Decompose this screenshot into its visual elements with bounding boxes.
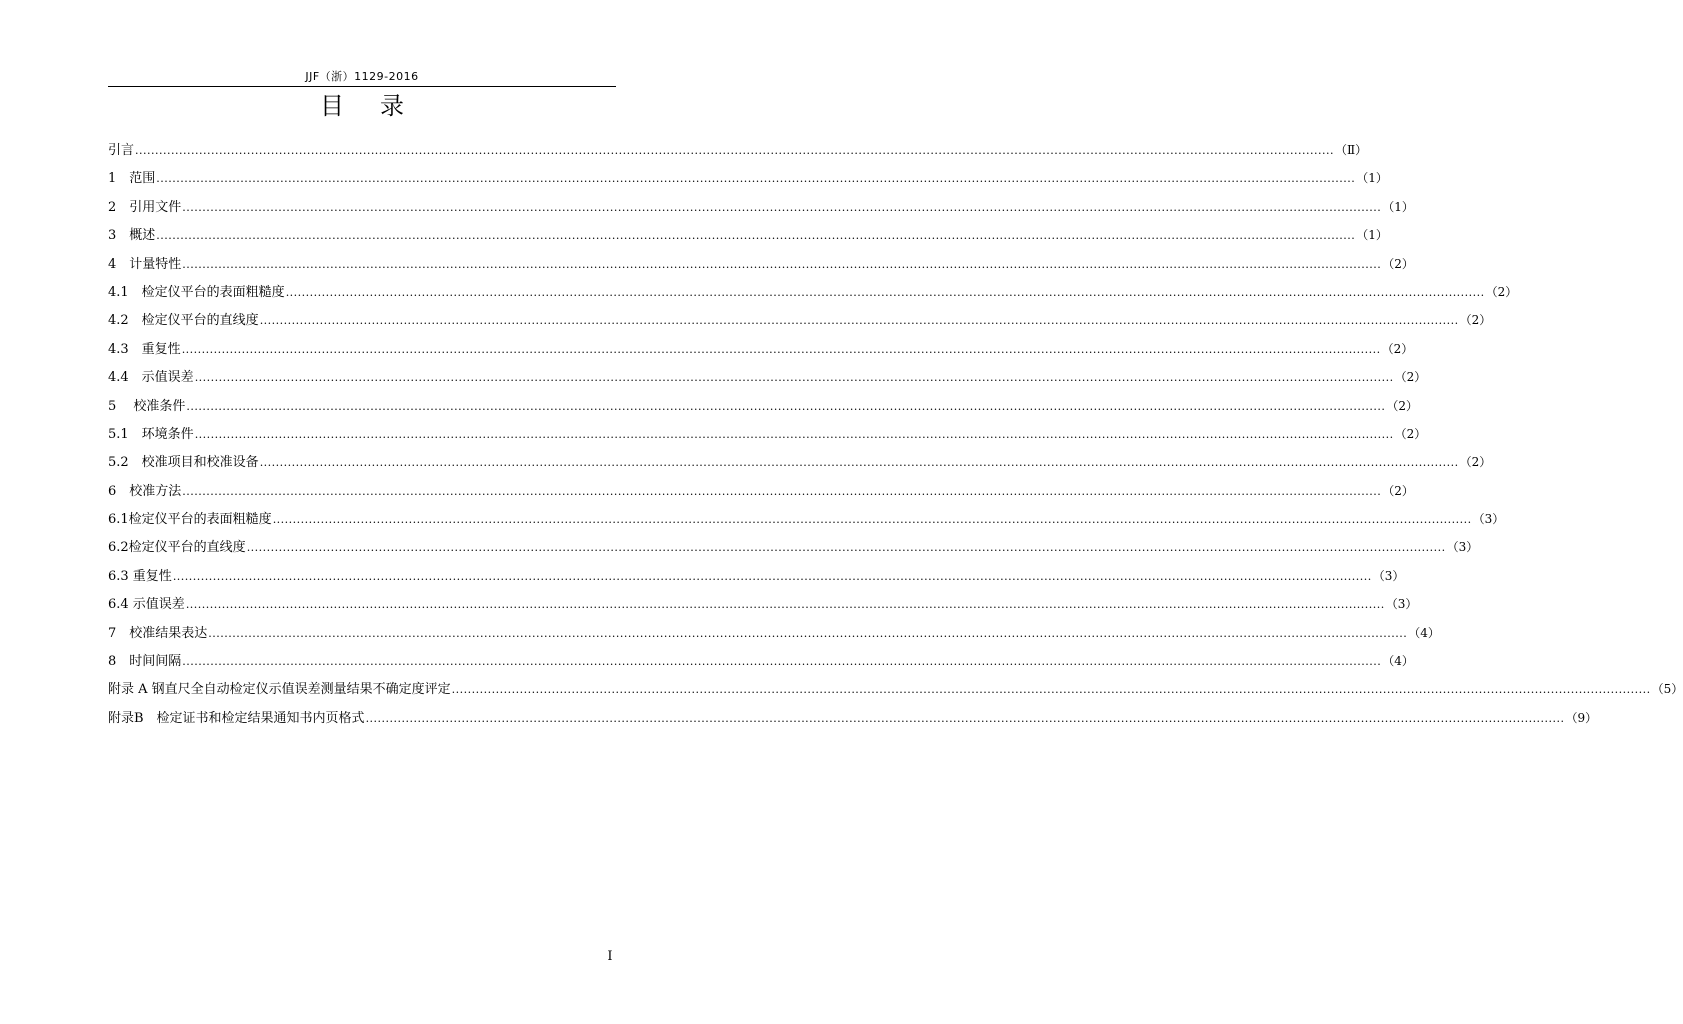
toc-entry-label: 4 计量特性 (108, 256, 182, 272)
toc-entry-label: 4.1 检定仪平台的表面粗糙度 (108, 284, 285, 300)
toc-entry[interactable] (108, 508, 1505, 536)
toc-entry[interactable] (108, 593, 1418, 621)
toc-entry[interactable] (108, 338, 1414, 366)
toc-leader-dots: ............................................................................................................................................................................................................................................................................................................ (182, 655, 1382, 669)
toc-entry-label: 6.1检定仪平台的表面粗糙度 (108, 512, 272, 528)
toc-leader-dots: ............................................................................................................................................................................................................................................................................................................ (272, 513, 1472, 527)
toc-entry[interactable] (108, 650, 1414, 678)
toc-entry[interactable] (108, 678, 1683, 706)
toc-entry-label: 6.2检定仪平台的直线度 (108, 540, 246, 556)
toc-entry-label: 2 引用文件 (108, 199, 182, 215)
toc-entry-label: 6.4 示值误差 (108, 597, 185, 613)
toc-leader-dots: ............................................................................................................................................................................................................................................................................................................ (451, 683, 1651, 697)
toc-entry-label: 4.4 示值误差 (108, 370, 194, 386)
toc-leader-dots: ............................................................................................................................................................................................................................................................................................................ (194, 371, 1394, 385)
toc-entry-page: （1） (1356, 228, 1388, 243)
toc-entry-page: （3） (1385, 597, 1418, 612)
toc-leader-dots: ............................................................................................................................................................................................................................................................................................................ (246, 541, 1446, 555)
toc-entry[interactable] (108, 196, 1414, 224)
document-code: JJF（浙）1129-2016 (305, 70, 419, 83)
header-divider (108, 86, 616, 87)
table-of-contents (108, 139, 1683, 735)
toc-leader-dots: ............................................................................................................................................................................................................................................................................................................ (182, 257, 1382, 271)
toc-leader-dots: ............................................................................................................................................................................................................................................................................................................ (185, 598, 1385, 612)
toc-entry-page: （3） (1446, 540, 1479, 555)
toc-entry-label: 4.2 检定仪平台的直线度 (108, 313, 259, 329)
toc-leader-dots: ............................................................................................................................................................................................................................................................................................................ (208, 626, 1408, 640)
toc-entry-page: （2） (1394, 370, 1427, 385)
toc-entry-page: （2） (1381, 341, 1414, 356)
toc-entry-label: 6.3 重复性 (108, 568, 172, 584)
toc-leader-dots: ............................................................................................................................................................................................................................................................................................................ (194, 427, 1394, 441)
toc-entry-label: 5 校准条件 (108, 398, 186, 414)
toc-entry-label: 7 校准结果表达 (108, 625, 208, 641)
toc-entry-label: 4.3 重复性 (108, 341, 181, 357)
toc-leader-dots: ............................................................................................................................................................................................................................................................................................................ (259, 456, 1459, 470)
toc-entry[interactable] (108, 253, 1414, 281)
page-title: 目录 (320, 92, 440, 120)
toc-leader-dots: ............................................................................................................................................................................................................................................................................................................ (285, 285, 1485, 299)
toc-entry-page: （2） (1382, 256, 1414, 271)
toc-entry-page: （4） (1382, 654, 1414, 669)
toc-leader-dots: ............................................................................................................................................................................................................................................................................................................ (365, 711, 1565, 725)
toc-leader-dots: ............................................................................................................................................................................................................................................................................................................ (181, 342, 1381, 356)
toc-entry-page: （1） (1382, 199, 1414, 214)
toc-entry[interactable] (108, 707, 1598, 735)
toc-entry-page: （2） (1394, 426, 1427, 441)
toc-entry-label: 1 范围 (108, 171, 156, 187)
toc-leader-dots: ............................................................................................................................................................................................................................................................................................................ (172, 569, 1372, 583)
toc-entry-page: （Ⅱ） (1335, 143, 1368, 157)
toc-entry[interactable] (108, 366, 1427, 394)
toc-entry[interactable] (108, 565, 1405, 593)
toc-entry[interactable] (108, 395, 1419, 423)
toc-entry-page: （2） (1459, 313, 1492, 328)
toc-entry[interactable] (108, 139, 1368, 167)
toc-entry-label: 附录 A 钢直尺全自动检定仪示值误差测量结果不确定度评定 (108, 682, 451, 698)
toc-entry-page: （2） (1382, 483, 1414, 498)
toc-entry[interactable] (108, 480, 1414, 508)
toc-entry-label: 5.2 校准项目和校准设备 (108, 455, 259, 471)
toc-leader-dots: ............................................................................................................................................................................................................................................................................................................ (182, 484, 1382, 498)
toc-leader-dots: ............................................................................................................................................................................................................................................................................................................ (182, 200, 1382, 214)
toc-entry[interactable] (108, 622, 1440, 650)
page-number: I (607, 949, 613, 964)
toc-entry-page: （2） (1459, 455, 1492, 470)
toc-entry-page: （2） (1386, 398, 1419, 413)
toc-entry[interactable] (108, 451, 1492, 479)
toc-entry-page: （3） (1372, 568, 1405, 583)
toc-entry[interactable] (108, 224, 1388, 252)
toc-entry-page: （2） (1485, 284, 1518, 299)
toc-entry-label: 附录B 检定证书和检定结果通知书内页格式 (108, 710, 365, 726)
toc-entry-label: 8 时间间隔 (108, 654, 182, 670)
toc-entry[interactable] (108, 281, 1518, 309)
toc-entry-label: 3 概述 (108, 228, 156, 244)
toc-entry-label: 6 校准方法 (108, 483, 182, 499)
toc-entry-page: （3） (1472, 512, 1505, 527)
toc-entry-label: 5.1 环境条件 (108, 426, 194, 442)
toc-leader-dots: ............................................................................................................................................................................................................................................................................................................ (186, 399, 1386, 413)
toc-leader-dots: ............................................................................................................................................................................................................................................................................................................ (135, 144, 1334, 157)
toc-entry-page: （4） (1408, 625, 1440, 640)
toc-entry-page: （1） (1356, 171, 1388, 186)
toc-entry[interactable] (108, 536, 1479, 564)
toc-entry-page: （9） (1565, 710, 1598, 725)
toc-entry[interactable] (108, 309, 1492, 337)
toc-leader-dots: ............................................................................................................................................................................................................................................................................................................ (259, 314, 1459, 328)
toc-entry-page: （5） (1651, 682, 1683, 697)
toc-leader-dots: ............................................................................................................................................................................................................................................................................................................ (156, 229, 1356, 243)
toc-entry[interactable] (108, 423, 1427, 451)
toc-leader-dots: ............................................................................................................................................................................................................................................................................................................ (156, 172, 1356, 186)
toc-entry-label: 引言 (108, 143, 135, 158)
toc-entry[interactable] (108, 167, 1388, 195)
